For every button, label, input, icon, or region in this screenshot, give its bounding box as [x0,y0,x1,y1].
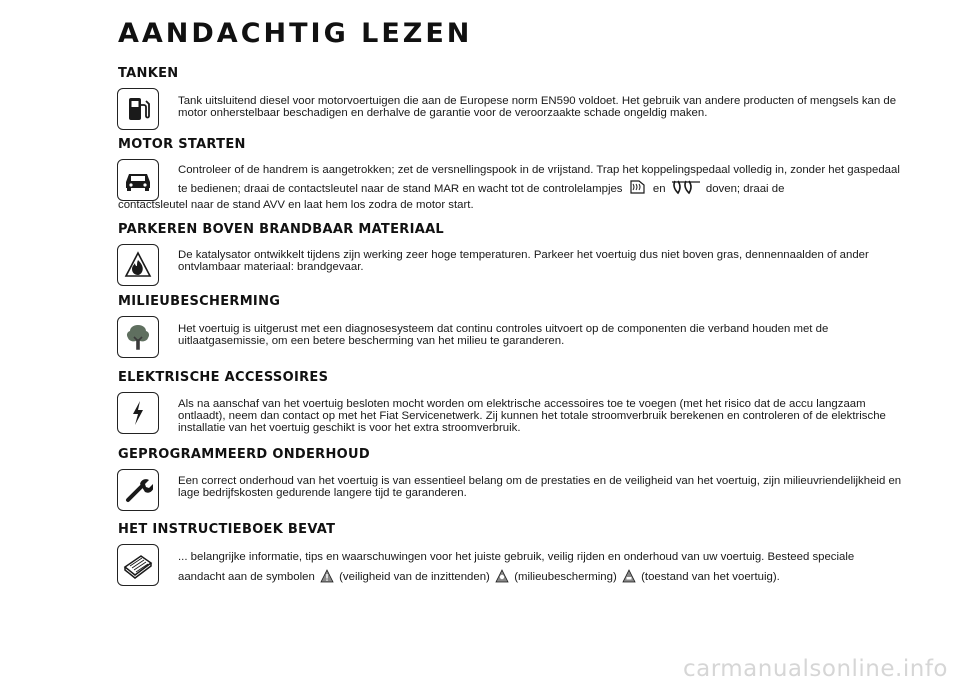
heading-parkeren: PARKEREN BOVEN BRANDBAAR MATERIAAL [118,222,445,237]
section-text-geprogrammeerd-onderhoud: Een correct onderhoud van het voertuig is van essentieel belang om de prestaties en de veiligheid van het voertuig, zijn milieuvriendelijkheid en lage bedrijfskosten gedurende langere tijd te garanderen. [178,475,902,499]
section-text-tanken: Tank uitsluitend diesel voor motorvoertuigen die aan de Europese norm EN590 voldoet. Het gebruik van andere producten of mengsels kan de motor onherstelbaar beschadigen en derhalve de garantie voor de veroorzaakte schade ongeldig maken. [178,95,897,119]
section-text-elektrische-accessoires: Als na aanschaf van het voertuig besloten mocht worden om elektrische accessoires toe te voegen (met het risico dat de accu langzaam ontlaadt), neem dan contact op met het Fiat Servicenetwerk. Zij kunnen het totale stroomverbruik berekenen en controleren of de elektrische installatie van het voertuig geschikt is voor het extra stroomverbruik. [178,398,886,434]
symbol-text-toestand: (toestand van het voertuig). [641,571,780,583]
section-text-parkeren: De katalysator ontwikkelt tijdens zijn werking zeer hoge temperaturen. Parkeer het voertuig dus niet boven gras, dennennaalden of ander ontvlambaar materiaal: brandgevaar. [178,249,869,273]
heading-tanken: TANKEN [118,66,179,81]
motor-starten-text-a: Controleer of de handrem is aangetrokken; zet de versnellingspook in de vrijstand. Trap het koppelingspedaal volledig in, zonder het gaspedaal te bedienen; draai de contactsleutel naar de stand MAR en wacht tot de controlelampjes [178,164,900,195]
section-text-milieubescherming: Het voertuig is uitgerust met een diagnosesysteem dat continu controles uitvoert op de componenten die verband houden met de uitlaatgasemissie, om een betere bescherming van het milieu te garanderen. [178,323,829,347]
heading-geprogrammeerd-onderhoud: GEPROGRAMMEERD ONDERHOUD [118,447,370,462]
tree-icon [117,316,159,358]
motor-starten-text-and: en [652,183,666,195]
vehicle-condition-warning-icon [622,569,636,583]
instructieboek-text-b: aandacht aan de symbolen [178,571,315,583]
symbol-text-milieu: (milieubescherming) [514,571,617,583]
environment-warning-icon [495,569,509,583]
instructieboek-text-a: ... belangrijke informatie, tips en waarschuwingen voor het juiste gebruik, veilig rijden en onderhoud van uw voertuig. Besteed speciale [178,551,855,563]
car-icon [117,159,159,201]
fuel-pump-icon [117,88,159,130]
heading-milieubescherming: MILIEUBESCHERMING [118,294,281,309]
motor-starten-text-c: contactsleutel naar de stand AVV en laat hem los zodra de motor start. [118,199,474,211]
motor-starten-text-b: doven; draai de [705,183,785,195]
book-icon [117,544,159,586]
section-text-motor-starten [178,162,908,198]
heading-instructieboek: HET INSTRUCTIEBOEK BEVAT [118,522,336,537]
lightning-icon [117,392,159,434]
symbol-text-veiligheid: (veiligheid van de inzittenden) [339,571,490,583]
glow-plug-warning-icon [628,179,648,195]
section-text-instructieboek [178,547,908,587]
flame-icon [117,244,159,286]
heading-elektrische-accessoires: ELEKTRISCHE ACCESSOIRES [118,370,329,385]
page-title: AANDACHTIG LEZEN [118,18,473,49]
preheat-coil-icon [671,179,701,195]
heading-motor-starten: MOTOR STARTEN [118,137,246,152]
watermark: carmanualsonline.info [682,656,948,682]
wrench-icon [117,469,159,511]
occupant-safety-warning-icon [320,569,334,583]
